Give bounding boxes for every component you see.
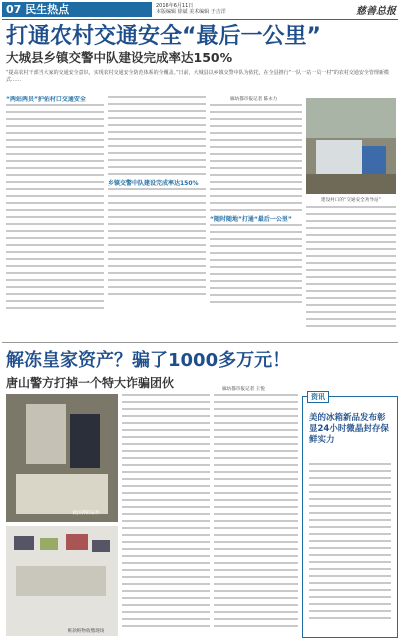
text-lines bbox=[214, 394, 298, 627]
confiscated-documents-photo bbox=[6, 394, 118, 522]
photo-illustration bbox=[6, 526, 118, 636]
header-meta bbox=[156, 3, 226, 15]
article1-subtitle: 大城县乡镇交警中队建设完成率达150% bbox=[6, 50, 233, 65]
section-label: 07 民生热点 bbox=[2, 2, 152, 17]
text-lines bbox=[108, 188, 206, 295]
section-heading: “两站两员”护佑村口交通安全 bbox=[6, 96, 86, 103]
section-divider bbox=[2, 342, 398, 343]
article1-col4 bbox=[306, 206, 396, 336]
article2-photo-caption: 被扣押的证件 bbox=[72, 511, 100, 516]
text-lines bbox=[306, 206, 396, 327]
date-line: 2016年6月11日 bbox=[156, 3, 194, 9]
article1-col1 bbox=[6, 96, 104, 336]
text-lines bbox=[6, 104, 104, 309]
sidebar-body bbox=[309, 463, 391, 631]
article2-col1 bbox=[122, 394, 210, 636]
article2-title: 解冻皇家资产？骗了1000多万元！ bbox=[6, 350, 291, 371]
section-heading: “随时随地”打通“最后一公里” bbox=[210, 216, 292, 223]
sidebar-title: 美的冰箱新品发布彰显24小时微晶封存保鲜实力 bbox=[309, 413, 389, 445]
article2-byline: 廊坊都市报记者 王悦 bbox=[222, 387, 265, 392]
text-lines bbox=[210, 104, 302, 211]
info-sidebar bbox=[302, 393, 398, 638]
editor-line: 本版编辑 徐斌 美术编辑 于吉洋 bbox=[156, 9, 226, 15]
text-lines bbox=[210, 224, 302, 303]
article2-subtitle: 唐山警方打掉一个特大诈骗团伙 bbox=[6, 376, 175, 390]
masthead: 慈善总报 bbox=[356, 6, 396, 17]
photo-illustration bbox=[6, 394, 118, 522]
sidebar-tag: 资讯 bbox=[307, 391, 329, 403]
article1-col3 bbox=[210, 104, 302, 336]
article2-col2 bbox=[214, 394, 298, 636]
article2-photo-caption-2: 赃款赃物收缴现场 bbox=[67, 629, 105, 634]
article1-byline: 廊坊都市报记者 陈永力 bbox=[230, 97, 278, 102]
seized-items-photo bbox=[6, 526, 118, 636]
page-header bbox=[0, 0, 400, 20]
text-lines bbox=[122, 394, 210, 627]
article1-photo-caption: 建设村口的“交通安全劝导站” bbox=[321, 198, 381, 203]
text-lines bbox=[108, 96, 206, 175]
header-rule bbox=[2, 19, 398, 20]
text-lines bbox=[309, 463, 391, 619]
article1-lead: “提高农村干部当大家的交通安全意识，实现农村交通安全防范体系的全覆盖。”日前，大城县以乡镇交警中队为依托，在全县推行“一队一站一员一村”的农村交通安全管理新模式…… bbox=[6, 70, 389, 83]
article1-title: 打通农村交通安全“最后一公里” bbox=[6, 24, 321, 49]
article1-col2 bbox=[108, 96, 206, 336]
section-heading: 乡镇交警中队建设完成率达150% bbox=[108, 180, 199, 187]
photo-illustration bbox=[306, 98, 396, 194]
traffic-station-photo bbox=[306, 98, 396, 194]
